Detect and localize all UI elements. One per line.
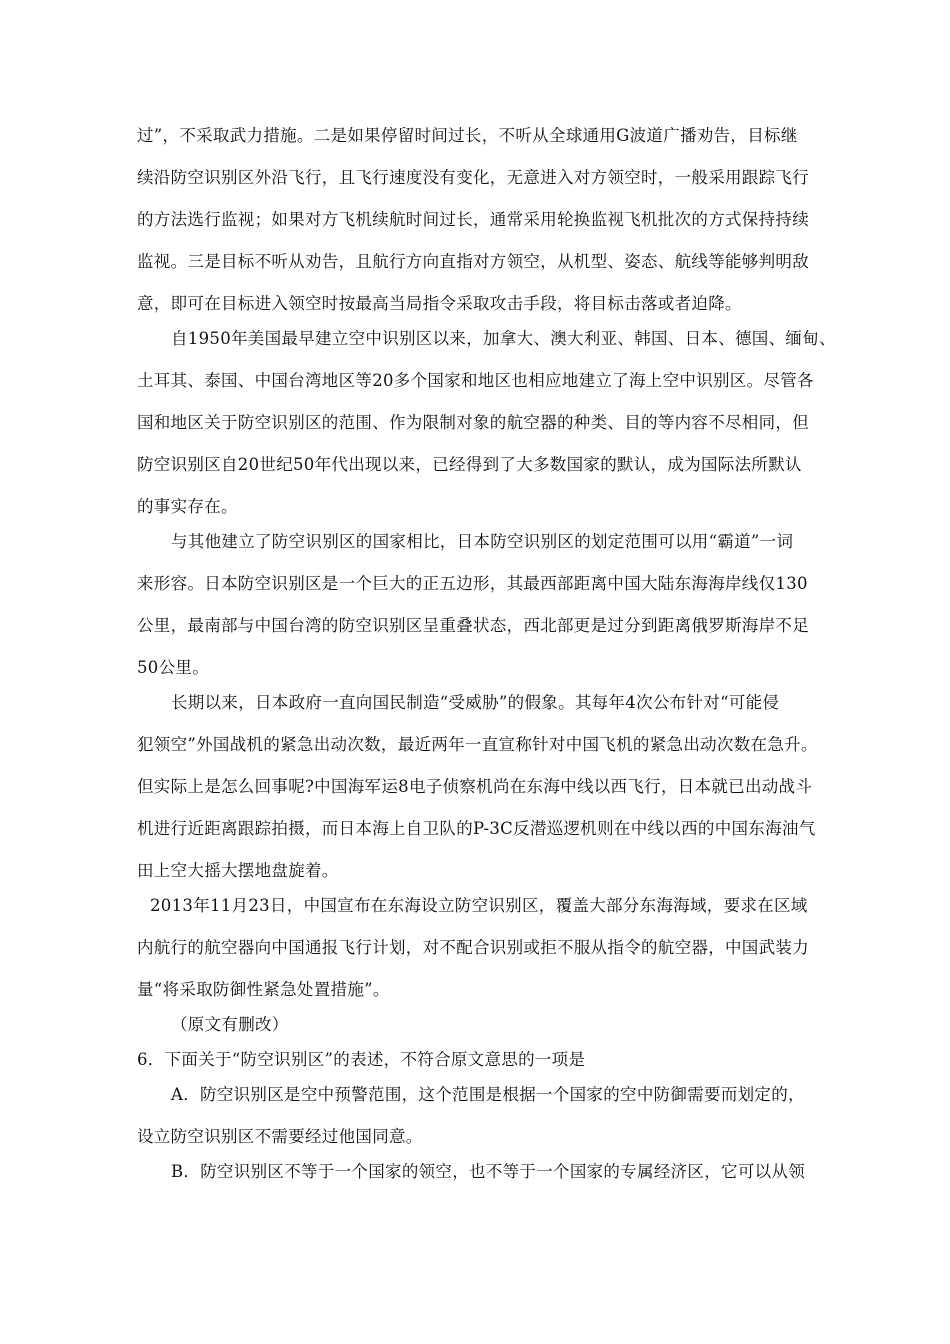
paragraph-start-line: 与其他建立了防空识别区的国家相比，日本防空识别区的划定范围可以用“霸道”一词 bbox=[171, 532, 794, 551]
paragraph-start-line: 长期以来，日本政府一直向国民制造“受威胁”的假象。其每年4次公布针对“可能侵 bbox=[171, 693, 780, 712]
option-a-line: 设立防空识别区不需要经过他国同意。 bbox=[137, 1127, 423, 1146]
text-line: 国和地区关于防空识别区的范围、作为限制对象的航空器的种类、目的等内容不尽相同，但 bbox=[137, 413, 809, 432]
paragraph-start-line: 2013年11月23日，中国宣布在东海设立防空识别区，覆盖大部分东海海域，要求在区域 bbox=[150, 896, 808, 915]
text-line: 的方法选行监视；如果对方飞机续航时间过长，通常采用轮换监视飞机批次的方式保持持续 bbox=[137, 210, 809, 229]
text-line: 意，即可在目标进入领空时按最高当局指令采取攻击手段，将目标击落或者迫降。 bbox=[137, 294, 742, 313]
option-a-line: A．防空识别区是空中预警范围，这个范围是根据一个国家的空中防御需要而划定的， bbox=[171, 1085, 805, 1104]
text-line: 但实际上是怎么回事呢?中国海军运8电子侦察机尚在东海中线以西飞行，日本就已出动战斗 bbox=[137, 777, 813, 796]
text-line: 土耳其、泰国、中国台湾地区等20多个国家和地区也相应地建立了海上空中识别区。尽管各 bbox=[137, 371, 814, 390]
text-line: 内航行的航空器向中国通报飞行计划，对不配合识别或拒不服从指令的航空器，中国武装力 bbox=[137, 938, 809, 957]
text-line: 公里，最南部与中国台湾的防空识别区呈重叠状态，西北部更是过分到距离俄罗斯海岸不足 bbox=[137, 616, 809, 635]
text-line: 过”，不采取武力措施。二是如果停留时间过长，不听从全球通用G波道广播劝告，目标继 bbox=[137, 126, 798, 145]
text-line: 50公里。 bbox=[137, 658, 209, 677]
question-stem: 6．下面关于“防空识别区”的表述，不符合原文意思的一项是 bbox=[137, 1050, 586, 1069]
text-line: 监视。三是目标不听从劝告，且航行方向直指对方领空，从机型、姿态、航线等能够判明敌 bbox=[137, 252, 809, 271]
text-line: 续沿防空识别区外沿飞行，且飞行速度没有变化，无意进入对方领空时，一般采用跟踪飞行 bbox=[137, 168, 809, 187]
text-line: 来形容。日本防空识别区是一个巨大的正五边形，其最西部距离中国大陆东海海岸线仅130 bbox=[137, 574, 808, 593]
text-line: 机进行近距离跟踪拍摄，而日本海上自卫队的P-3C反潜巡逻机则在中线以西的中国东海油气 bbox=[137, 819, 816, 838]
text-line: 犯领空”外国战机的紧急出动次数，最近两年一直宣称针对中国飞机的紧急出动次数在急升。 bbox=[137, 735, 818, 754]
text-line: 防空识别区自20世纪50年代出现以来，已经得到了大多数国家的默认，成为国际法所默认 bbox=[137, 455, 802, 474]
source-note: （原文有删改） bbox=[171, 1015, 289, 1034]
option-b-line: B．防空识别区不等于一个国家的领空，也不等于一个国家的专属经济区，它可以从领 bbox=[171, 1162, 806, 1181]
paragraph-start-line: 自1950年美国最早建立空中识别区以来，加拿大、澳大利亚、韩国、日本、德国、缅甸、 bbox=[171, 329, 836, 348]
text-line: 量“将采取防御性紧急处置措施”。 bbox=[137, 980, 390, 999]
text-line: 田上空大摇大摆地盘旋着。 bbox=[137, 861, 339, 880]
text-line: 的事实存在。 bbox=[137, 497, 238, 516]
